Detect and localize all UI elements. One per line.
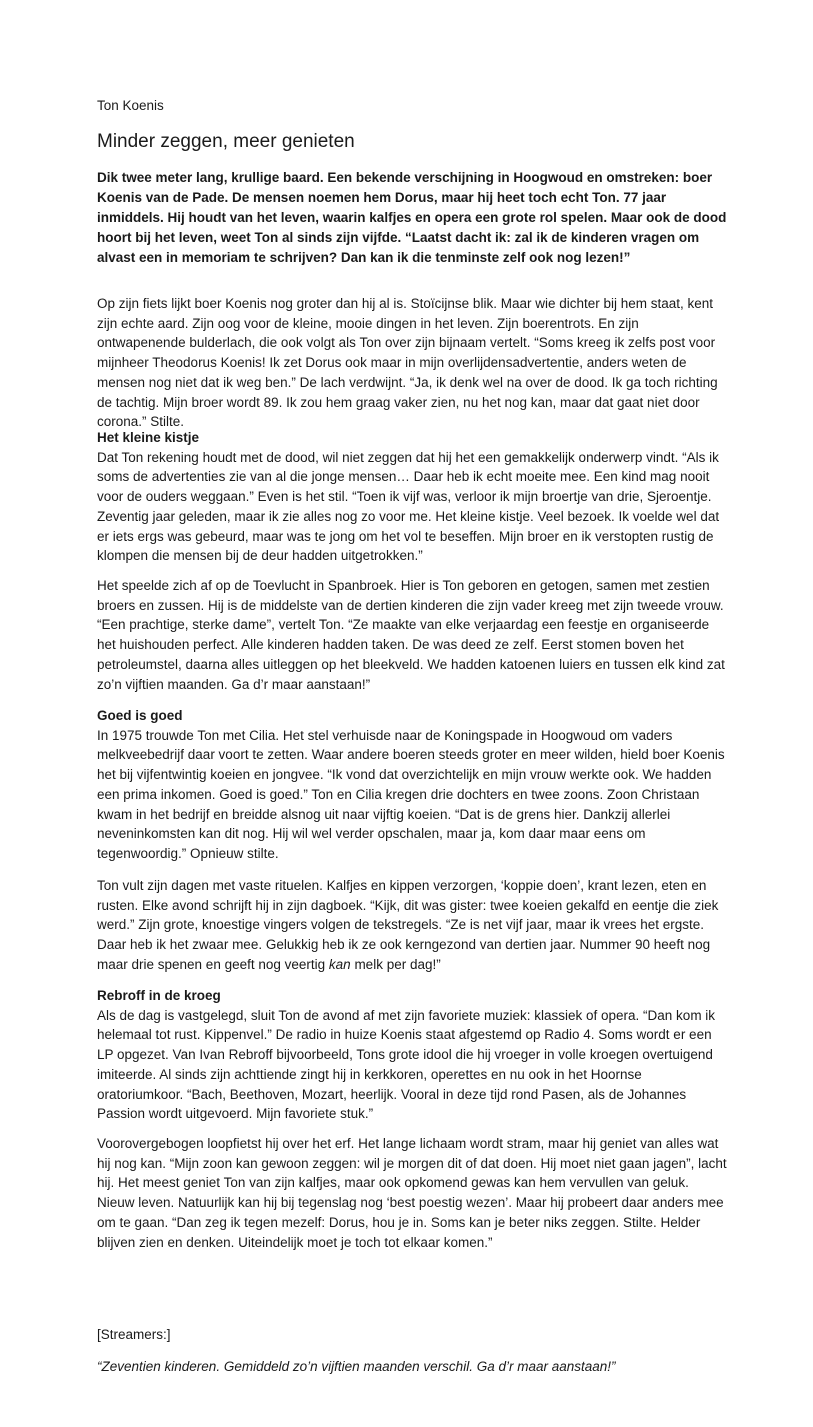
streamers-label: [Streamers:] <box>97 1327 171 1342</box>
author-name: Ton Koenis <box>97 98 164 113</box>
section-heading-1: Het kleine kistje <box>97 430 200 445</box>
lead-paragraph: Dik twee meter lang, krullige baard. Een bekende verschijning in Hoogwoud en omstreken: boer Koenis van de Pade. De mensen noemen hem Dorus, maar hij heet toch echt Ton. 77 jaar inmiddels. Hij houdt van het leven, waarin kalfjes en opera een grote rol spelen. Maar ook de dood hoort bij het leven, weet Ton al sinds zijn vijfde. “Laatst dacht ik: zal ik de kinderen vragen om alvast een in memoriam te schrijven? Dan kan ik die tenminste zelf ook nog lezen!” <box>97 170 727 265</box>
paragraph-5 <box>97 876 727 975</box>
paragraph-4: In 1975 trouwde Ton met Cilia. Het stel verhuisde naar de Koningspade in Hoogwoud om vaders melkveebedrijf daar voort te zetten. Waar andere boeren steeds groter en meer wilden, hield boer Koenis het bij vijfentwintig koeien en jongvee. “Ik vond dat overzichtelijk en mijn vrouw werkte ook. We hadden een prima inkomen. Goed is goed.” Ton en Cilia kregen drie dochters en twee zoons. Zoon Christaan kwam in het bedrijf en breidde alsnog uit naar vijftig koeien. “Dat is de grens hier. Dankzij allerlei neveninkomsten kan dit nog. Hij wil wel verder opschalen, maar ja, kom daar maar eens om tegenwoordig.” Opnieuw stilte. <box>97 727 725 861</box>
section-heading-2: Goed is goed <box>97 708 183 723</box>
paragraph-5-text-b: melk per dag!” <box>350 956 441 972</box>
section-3 <box>97 986 727 1124</box>
paragraph-1: Op zijn fiets lijkt boer Koenis nog groter dan hij al is. Stoïcijnse blik. Maar wie dichter bij hem staat, kent zijn echte aard. Zijn oog voor de kleine, mooie dingen in het leven. Zijn boerentrots. En zijn ontwapenende bulderlach, die ook volgt als Ton over zijn bijnaam vertelt. “Soms kreeg ik zelfs post voor mijnheer Theodorus Koenis! Ik zet Dorus ook maar in mijn overlijdensadvertentie, anders weten de mensen nog niet dat ik weg ben.” De lach verdwijnt. “Ja, ik denk wel na over de dood. Ik ga toch richting de tachtig. Mijn broer wordt 89. Ik zou hem graag vaker zien, nu het nog kan, maar dat gaat niet door corona.” Stilte. <box>97 296 718 430</box>
section-1 <box>97 428 727 566</box>
paragraph-6: Als de dag is vastgelegd, sluit Ton de avond af met zijn favoriete muziek: klassiek of opera. “Dan kom ik helemaal tot rust. Kippenvel.” De radio in huize Koenis staat afgestemd op Radio 4. Soms wordt er een LP opgezet. Van Ivan Rebroff bijvoorbeeld, Tons grote idool die hij vroeger in volle kroegen overtuigend imiteerde. Al sinds zijn achttiende zingt hij in kerkkoren, operettes en nu ook in het Hoornse oratoriumkoor. “Bach, Beethoven, Mozart, heerlijk. Vooral in deze tijd rond Pasen, als de Johannes Passion wordt uitgevoerd. Mijn favoriete stuk.” <box>97 1007 716 1122</box>
article-title: Minder zeggen, meer genieten <box>97 131 355 152</box>
paragraph-5-text-a: Ton vult zijn dagen met vaste rituelen. Kalfjes en kippen verzorgen, ‘koppie doen’, krant lezen, eten en rusten. Elke avond schrijft hij in zijn dagboek. “Kijk, dit was gister: twee koeien gekalfd en eentje die ziek werd.” Zijn grote, knoestige vingers volgen de tekstregels. “Ze is net vijf jaar, maar ik vrees het ergste. Daar heb ik het zwaar mee. Gelukkig heb ik ze ook kerngezond van dertien jaar. Nummer 90 heeft nog maar drie spenen en geeft nog veertig <box>97 878 719 972</box>
section-heading-3: Rebroff in de kroeg <box>97 988 221 1003</box>
section-2 <box>97 706 727 864</box>
paragraph-5-emphasis: kan <box>328 956 351 972</box>
streamer-quote: “Zeventien kinderen. Gemiddeld zo’n vijftien maanden verschil. Ga d’r maar aanstaan!” <box>97 1359 616 1374</box>
paragraph-3: Het speelde zich af op de Toevlucht in Spanbroek. Hier is Ton geboren en getogen, samen met zestien broers en zussen. Hij is de middelste van de dertien kinderen die zijn vader kreeg met zijn tweede vrouw. “Een prachtige, sterke dame”, vertelt Ton. “Ze maakte van elke verjaardag een feestje en organiseerde het huishouden perfect. Alle kinderen hadden taken. De was deed ze zelf. Eerst stomen boven het petroleumstel, daarna alles uitleggen op het bleekveld. We hadden katoenen luiers en tussen elk kind zat zo’n vijftien maanden. Ga d’r maar aanstaan!” <box>97 578 725 692</box>
paragraph-7: Voorovergebogen loopfietst hij over het erf. Het lange lichaam wordt stram, maar hij geniet van alles wat hij nog kan. “Mijn zoon kan gewoon zeggen: wil je morgen dit of dat doen. Hij moet niet gaan jagen”, lacht hij. Het meest geniet Ton van zijn kalfjes, maar ook opkomend gewas kan hem vervullen van geluk. Nieuw leven. Natuurlijk kan hij bij tegenslag nog ‘best poestig wezen’. Maar hij probeert daar anders mee om te gaan. “Dan zeg ik tegen mezelf: Dorus, hou je in. Soms kan je beter niks zeggen. Stilte. Helder blijven zien en denken. Uiteindelijk moet je toch tot elkaar komen.” <box>97 1136 727 1250</box>
paragraph-2: Dat Ton rekening houdt met de dood, wil niet zeggen dat hij het een gemakkelijk onderwerp vindt. “Als ik soms de advertenties zie van al die jonge mensen… Daar heb ik echt moeite mee. Een kind mag nooit voor de ouders weggaan.” Even is het stil. “Toen ik vijf was, verloor ik mijn broertje van drie, Sjeroentje. Zeventig jaar geleden, maar ik zie alles nog zo voor me. Het kleine kistje. Veel bezoek. Ik voelde wel dat er iets ergs was gebeurd, maar was te jong om het vol te beseffen. Mijn broer en ik verstopten rustig de klompen die mensen bij de deur hadden uitgetrokken.” <box>97 449 720 564</box>
